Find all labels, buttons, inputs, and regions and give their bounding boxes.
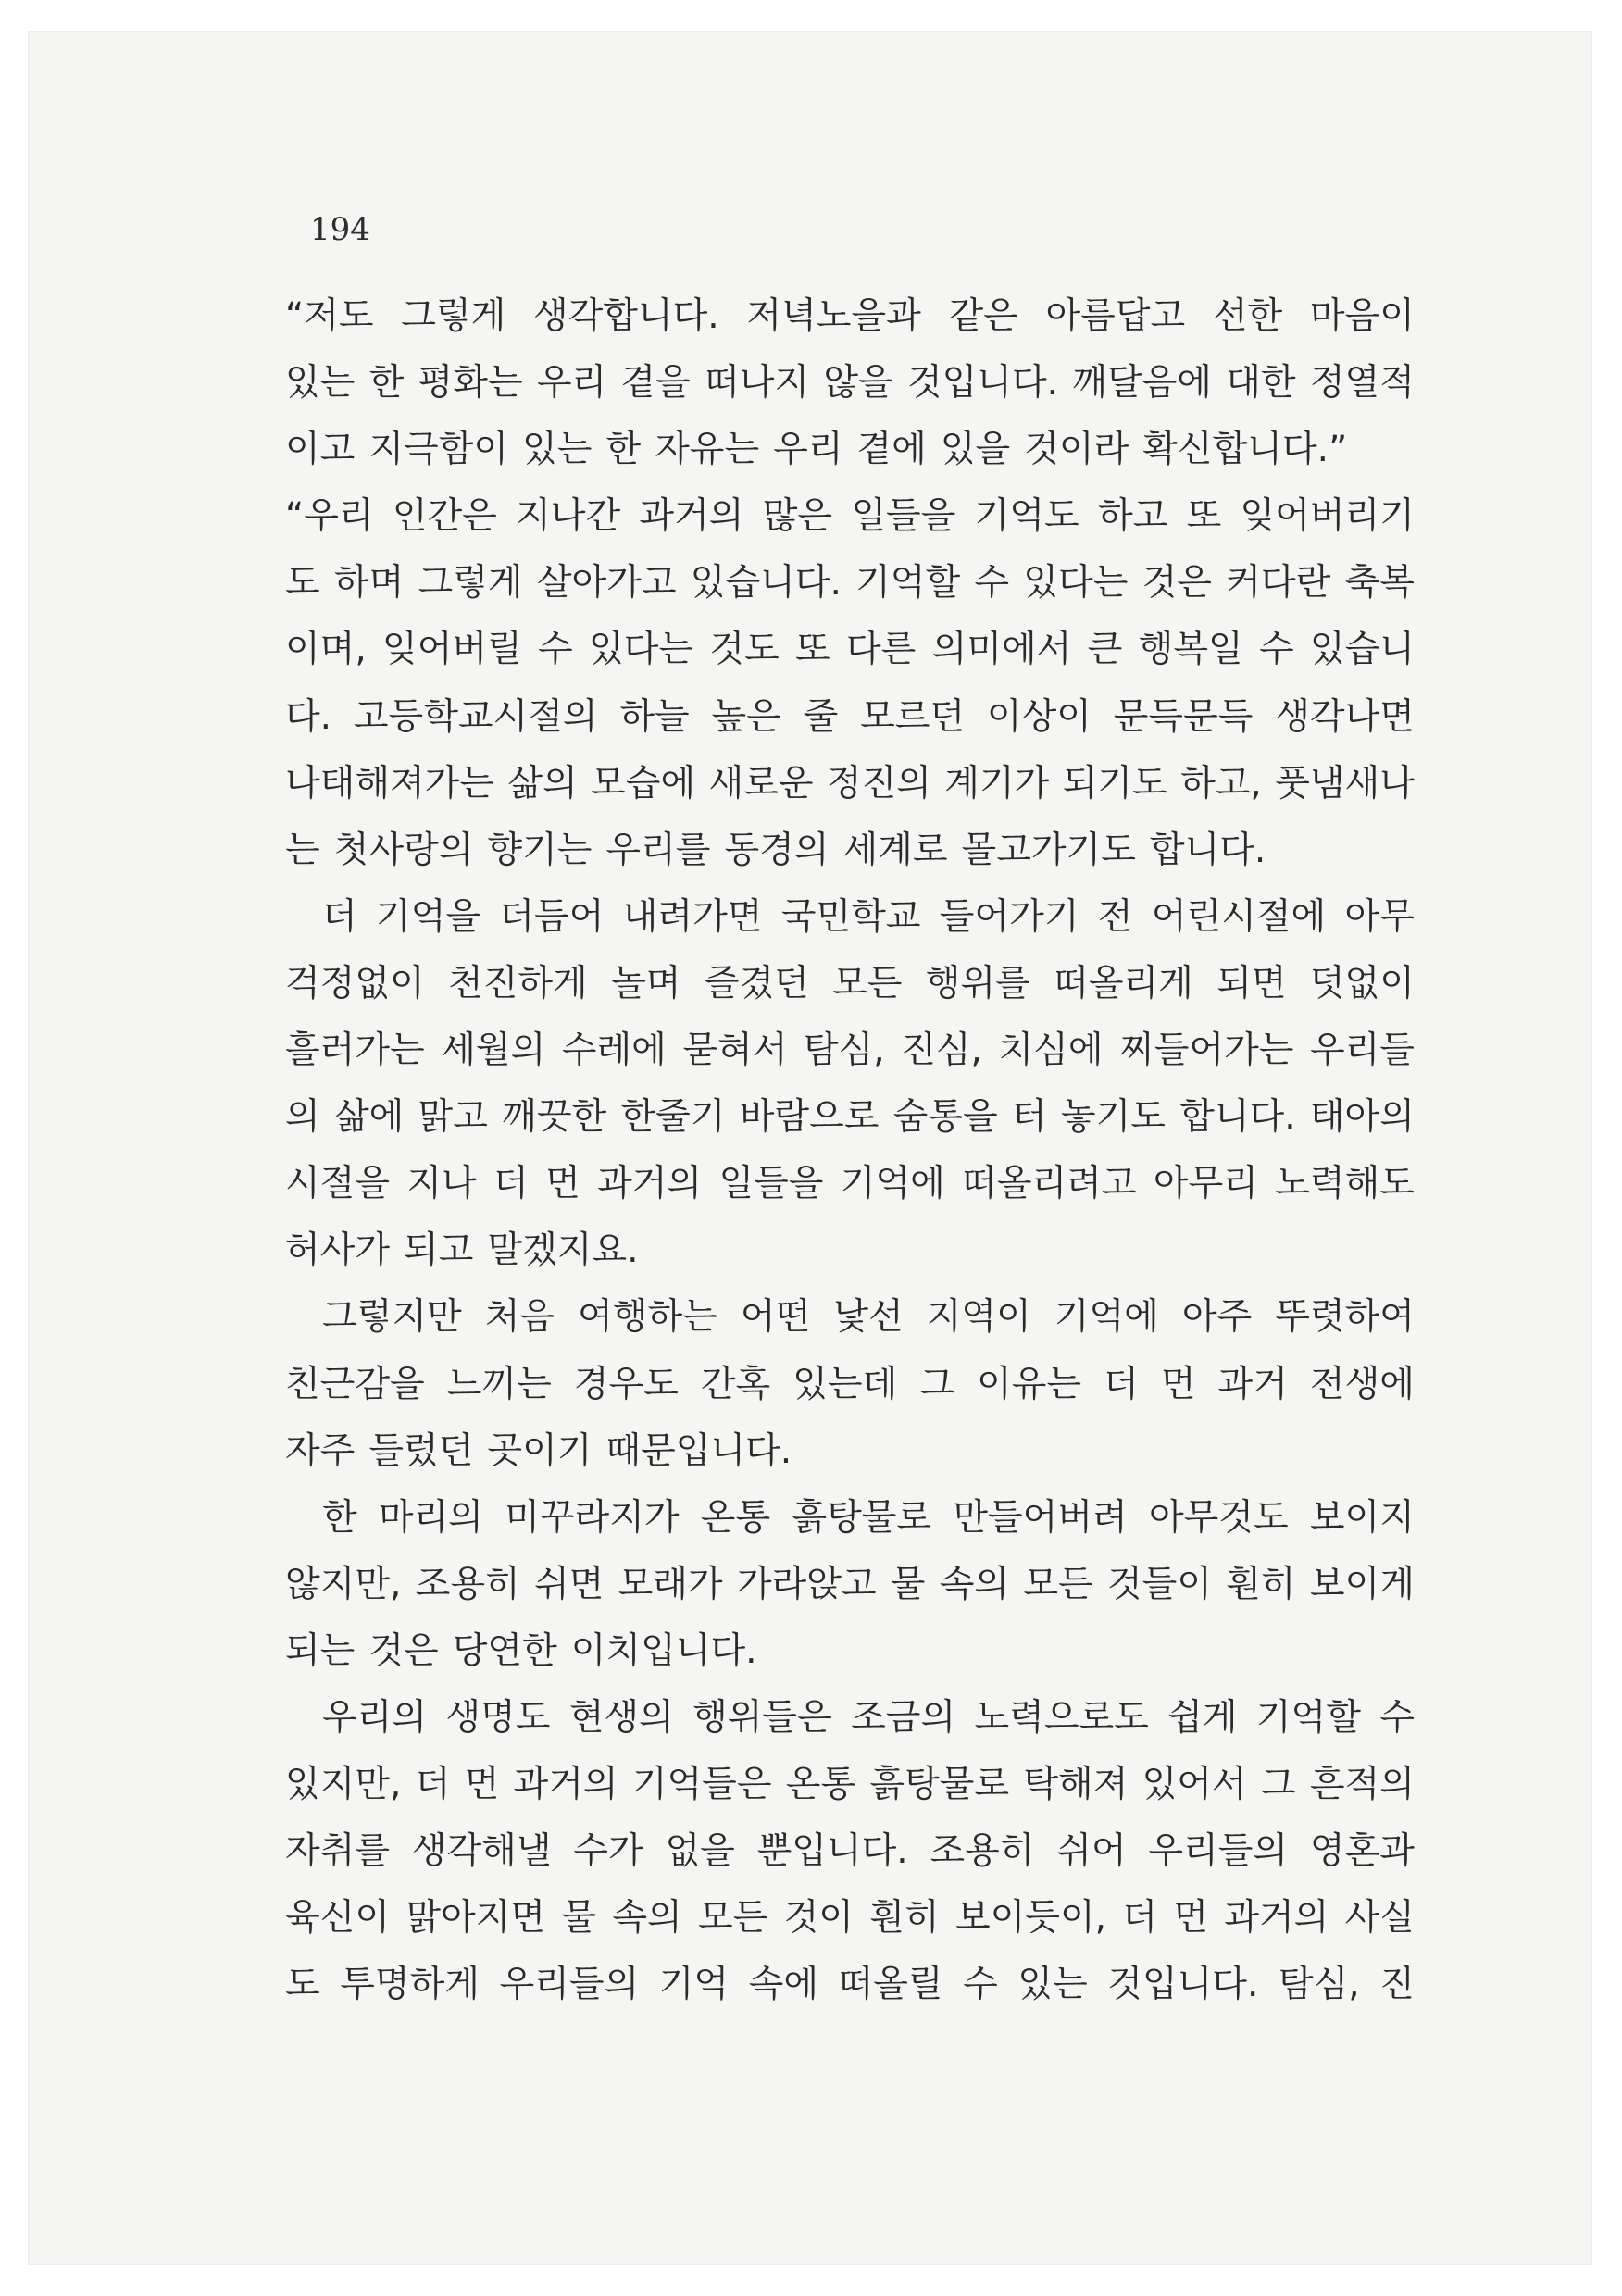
page-number: 194 (310, 211, 370, 248)
word: 것이라 (1024, 429, 1129, 471)
word: 있는 (1017, 1964, 1088, 2006)
word: 바람으로 (739, 1096, 880, 1139)
word: 되는 (285, 1629, 356, 1672)
word: 그렇게 (418, 562, 523, 605)
word: 여행하는 (578, 1296, 717, 1339)
word: 몰고가기도 (961, 829, 1136, 871)
word: 들렀던 (368, 1429, 474, 1472)
word: 과거 (1217, 1363, 1288, 1405)
word: 때문입니다. (605, 1429, 792, 1472)
word: 한 (605, 429, 642, 471)
word: 온통 (700, 1496, 771, 1539)
word: 다른 (846, 629, 917, 671)
word: 간혹 (700, 1363, 771, 1405)
word: 떠올릴 (838, 1964, 943, 2006)
text-line (285, 1284, 1415, 1351)
word: 일들을 (718, 1163, 824, 1205)
word: 모래가 (618, 1563, 723, 1605)
word: 진 (1379, 1964, 1415, 2006)
word: 우리들의 (1148, 1830, 1289, 1873)
word: 대한 (1226, 362, 1296, 405)
word: 않을 (823, 362, 893, 405)
word: 덧없이 (1309, 962, 1415, 1004)
word: 이치입니다. (570, 1629, 757, 1672)
word: 정열적 (1309, 362, 1415, 405)
text-line (285, 1151, 1415, 1217)
word: 풋냄새나 (1275, 762, 1415, 805)
word: 새로운 (708, 762, 814, 805)
word: 만들어버려 (953, 1496, 1128, 1539)
word: 이고 (285, 429, 356, 471)
word: 찌들어가는 (1119, 1029, 1294, 1072)
word: 먼 (545, 1163, 580, 1205)
word: 맑고 (418, 1096, 488, 1139)
word: 가라앉고 (736, 1563, 877, 1605)
word: 저녁노을과 (746, 295, 921, 337)
word: 합니다. (1179, 1096, 1296, 1139)
text-line (285, 951, 1415, 1017)
text-line (285, 417, 1415, 483)
word: 되기도 (1062, 762, 1167, 805)
word: 같은 (948, 295, 1018, 337)
word: 낯선 (833, 1296, 904, 1339)
word: 의 (285, 1096, 320, 1139)
text-line (285, 617, 1415, 683)
word: 마음이 (1309, 295, 1415, 337)
word: 쉽게 (1167, 1696, 1238, 1739)
word: 수 (538, 629, 573, 671)
word: 큰 (1087, 629, 1123, 671)
word: 하고 (1097, 495, 1168, 538)
word: 이유는 (977, 1363, 1082, 1405)
word: “저도 (285, 295, 374, 337)
word: 쉬어 (1056, 1830, 1127, 1873)
word: 우리들 (1309, 1029, 1415, 1072)
word: 기억들은 (631, 1764, 772, 1806)
word: 터 (1011, 1096, 1047, 1139)
word: 것입니다. (906, 362, 1059, 405)
word: 다. (285, 695, 332, 738)
word: 지역이 (926, 1296, 1031, 1339)
word: 첫사랑의 (333, 829, 474, 871)
word: 진심, (901, 1029, 982, 1072)
word: 어린시절에 (1151, 895, 1327, 938)
word: 합니다. (1149, 829, 1266, 871)
word: 지나 (406, 1163, 477, 1205)
word: 있을 (940, 429, 1011, 471)
word: 영혼과 (1309, 1830, 1415, 1873)
word: 경우도 (573, 1363, 679, 1405)
word: 깨달음에 (1072, 362, 1212, 405)
word: 곁을 (620, 362, 691, 405)
word: 전 (1097, 895, 1133, 938)
word: 자주 (285, 1429, 356, 1472)
word: 것은 (1142, 562, 1212, 605)
word: 모르던 (860, 695, 966, 738)
word: 있는 (522, 429, 593, 471)
word: 흘러가는 (285, 1029, 425, 1072)
word: 투명하게 (340, 1964, 480, 2006)
word: 향기는 (487, 829, 593, 871)
word: 묻혀서 (682, 1029, 788, 1072)
word: 나태해져가는 (285, 762, 495, 805)
word: 흙탕물로 (869, 1764, 1010, 1806)
word: 없을 (665, 1830, 735, 1873)
word: 평화는 (418, 362, 523, 405)
word: 것들이 (1106, 1563, 1212, 1605)
word: 더듬어 (499, 895, 605, 938)
word: 있다는 (589, 629, 694, 671)
word: 있습니다. (690, 562, 842, 605)
body-text (285, 283, 1415, 2018)
word: 보이게 (1309, 1563, 1415, 1605)
word: 되고 (404, 1229, 474, 1272)
word: “우리 (285, 495, 374, 538)
word: 수 (963, 1964, 998, 2006)
word: 한 (368, 362, 405, 405)
word: 먼 (464, 1764, 500, 1806)
text-line (285, 1084, 1415, 1151)
word: 그 (1260, 1764, 1296, 1806)
word: 들어가기 (939, 895, 1079, 938)
word: 한 (322, 1496, 357, 1539)
word: 있는데 (792, 1363, 898, 1405)
word: 맑아지면 (406, 1897, 546, 1940)
word: 줄 (803, 695, 839, 738)
word: 되면 (1216, 962, 1287, 1004)
word: 기억을 (376, 895, 481, 938)
word: 수 (974, 562, 1010, 605)
word: 하고, (1180, 762, 1262, 805)
word: 떠올리려고 (962, 1163, 1137, 1205)
word: 조용히 (415, 1563, 520, 1605)
word: 느끼는 (446, 1363, 552, 1405)
word: 먼 (1173, 1897, 1208, 1940)
word: 커다란 (1226, 562, 1331, 605)
word: 흙탕물로 (792, 1496, 932, 1539)
text-line (285, 350, 1415, 417)
word: 속의 (939, 1563, 1010, 1605)
word: 삶에 (333, 1096, 405, 1139)
word: 행위를 (925, 962, 1030, 1004)
word: 흔적의 (1309, 1764, 1415, 1806)
word: 생각나면 (1275, 695, 1415, 738)
word: 행위들은 (692, 1696, 832, 1739)
word: 속의 (612, 1897, 682, 1940)
word: 것이 (783, 1897, 854, 1940)
text-line (285, 1017, 1415, 1084)
word: 마리의 (378, 1496, 483, 1539)
word: 기억할 (855, 562, 961, 605)
word: 정진의 (826, 762, 931, 805)
word: 우리의 (322, 1696, 428, 1739)
word: 과거의 (513, 1764, 618, 1806)
word: 내려가면 (622, 895, 763, 938)
word: 도 (285, 1964, 320, 2006)
word: 놓기도 (1060, 1096, 1166, 1139)
word: 있다는 (1023, 562, 1129, 605)
text-line (285, 1352, 1415, 1418)
word: 그렇지만 (322, 1296, 462, 1339)
word: 그 (919, 1363, 954, 1405)
word: 기억에 (840, 1163, 945, 1205)
word: 더 (322, 895, 357, 938)
word: 잊어버릴 (382, 629, 522, 671)
word: 탐심, (1278, 1964, 1360, 2006)
word: 물 (561, 1897, 597, 1940)
word: 치심에 (998, 1029, 1104, 1072)
text-line (285, 1418, 1415, 1485)
word: 의미에서 (931, 629, 1072, 671)
word: 우리 (536, 362, 607, 405)
word: 뿐입니다. (756, 1830, 908, 1873)
word: 아무 (1344, 895, 1415, 938)
word: 그렇게 (401, 295, 506, 337)
word: 생각해낼 (411, 1830, 552, 1873)
word: 육신이 (285, 1897, 391, 1940)
word: 것은 (368, 1629, 439, 1672)
word: 것입니다. (1107, 1964, 1259, 2006)
word: 모습에 (591, 762, 696, 805)
word: 즐겼던 (704, 962, 809, 1004)
word: 있어서 (1142, 1764, 1247, 1806)
word: 뚜렷하여 (1275, 1296, 1415, 1339)
word: 곳이기 (487, 1429, 593, 1472)
word: 깨끗한 (502, 1096, 607, 1139)
word: 온통 (785, 1764, 856, 1806)
word: 과거의 (597, 1163, 703, 1205)
text-line (285, 550, 1415, 617)
word: 기억 (658, 1964, 730, 2006)
word: 일들을 (851, 495, 956, 538)
word: 생각합니다. (532, 295, 719, 337)
word: 기억할 (1255, 1696, 1361, 1739)
word: 하늘 (619, 695, 690, 738)
word: 우리들의 (499, 1964, 640, 2006)
word: 행복일 (1138, 629, 1243, 671)
text-line (285, 817, 1415, 884)
word: 미꾸라지가 (505, 1496, 680, 1539)
text-line (285, 1217, 1415, 1284)
word: 자유는 (655, 429, 760, 471)
word: 훤히 (1226, 1563, 1296, 1605)
word: 친근감을 (285, 1363, 425, 1405)
word: 국민학교 (780, 895, 921, 938)
word: 축복 (1344, 562, 1415, 605)
word: 더 (1122, 1897, 1158, 1940)
word: 말겠지요. (487, 1229, 639, 1272)
word: 과거의 (1224, 1897, 1329, 1940)
word: 세월의 (441, 1029, 546, 1072)
word: 또 (1186, 495, 1222, 538)
word: 이상이 (986, 695, 1092, 738)
word: 동경의 (724, 829, 830, 871)
word: 지극함이 (368, 429, 509, 471)
word: 보이지 (1309, 1496, 1415, 1539)
word: 먼 (1160, 1363, 1196, 1405)
text-line (285, 1952, 1415, 2018)
word: 있지만, (285, 1764, 402, 1806)
word: 삶의 (507, 762, 578, 805)
word: 인간은 (392, 495, 497, 538)
word: 당연한 (452, 1629, 557, 1672)
word: 수 (1258, 629, 1294, 671)
text-line (285, 1685, 1415, 1752)
word: 모든 (1023, 1563, 1093, 1605)
word: 고등학교시절의 (353, 695, 598, 738)
word: 수 (1379, 1696, 1415, 1739)
word: 아름답고 (1045, 295, 1186, 337)
text-line (285, 1485, 1415, 1552)
word: 노력해도 (1275, 1163, 1415, 1205)
word: 떠올리게 (1054, 962, 1193, 1004)
word: 우리 (773, 429, 843, 471)
word: 곁에 (856, 429, 927, 471)
word: 탐심, (803, 1029, 885, 1072)
word: 보이듯이, (954, 1897, 1107, 1940)
text-line (285, 684, 1415, 751)
word: 더 (415, 1764, 451, 1806)
word: 것도 (709, 629, 780, 671)
book-page (28, 31, 1592, 2265)
word: 조용히 (930, 1830, 1035, 1873)
word: 탁해져 (1023, 1764, 1129, 1806)
text-line (285, 483, 1415, 550)
word: 어떤 (740, 1296, 811, 1339)
word: 또 (795, 629, 830, 671)
text-line (285, 1885, 1415, 1952)
word: 아무리 (1153, 1163, 1258, 1205)
word: 는 (285, 829, 320, 871)
word: 쉬면 (533, 1563, 605, 1605)
word: 수가 (573, 1830, 643, 1873)
word: 걱정없이 (285, 962, 425, 1004)
word: 자취를 (285, 1830, 391, 1873)
word: 문득문득 (1113, 695, 1254, 738)
word: 지나간 (516, 495, 621, 538)
word: 있습니 (1309, 629, 1415, 671)
text-line (285, 751, 1415, 817)
word: 더 (1104, 1363, 1139, 1405)
word: 하며 (333, 562, 405, 605)
word: 생명도 (445, 1696, 551, 1739)
word: 시절을 (285, 1163, 391, 1205)
word: 않지만, (285, 1563, 402, 1605)
word: 허사가 (285, 1229, 391, 1272)
word: 더 (493, 1163, 529, 1205)
word: 기억에 (1054, 1296, 1159, 1339)
word: 사실 (1344, 1897, 1415, 1940)
word: 도 (285, 562, 320, 605)
word: 많은 (762, 495, 833, 538)
word: 살아가고 (536, 562, 677, 605)
word: 계기가 (944, 762, 1050, 805)
text-line (285, 1818, 1415, 1885)
word: 높은 (711, 695, 781, 738)
word: 숨통을 (892, 1096, 998, 1139)
word: 세계로 (842, 829, 948, 871)
text-line (285, 884, 1415, 951)
word: 과거의 (639, 495, 744, 538)
word: 아주 (1181, 1296, 1253, 1339)
word: 선한 (1212, 295, 1283, 337)
word: 기억도 (974, 495, 1079, 538)
word: 확신합니다.” (1142, 429, 1348, 471)
word: 처음 (484, 1296, 555, 1339)
word: 태아의 (1309, 1096, 1415, 1139)
word: 조금의 (851, 1696, 956, 1739)
word: 있는 (285, 362, 356, 405)
text-line (285, 1618, 1415, 1685)
word: 이며, (285, 629, 367, 671)
word: 속에 (748, 1964, 818, 2006)
text-line (285, 1752, 1415, 1818)
word: 훤히 (869, 1897, 940, 1940)
word: 천진하게 (448, 962, 588, 1004)
word: 아무것도 (1148, 1496, 1289, 1539)
word: 우리를 (605, 829, 711, 871)
text-line (285, 1552, 1415, 1618)
word: 모든 (832, 962, 903, 1004)
word: 잊어버리기 (1240, 495, 1415, 538)
word: 전생에 (1309, 1363, 1415, 1405)
word: 노력으로도 (974, 1696, 1149, 1739)
word: 떠나지 (705, 362, 810, 405)
word: 한줄기 (620, 1096, 726, 1139)
word: 수레에 (561, 1029, 667, 1072)
word: 모든 (697, 1897, 768, 1940)
word: 물 (890, 1563, 926, 1605)
text-line (285, 283, 1415, 350)
word: 현생의 (568, 1696, 674, 1739)
word: 놀며 (611, 962, 681, 1004)
